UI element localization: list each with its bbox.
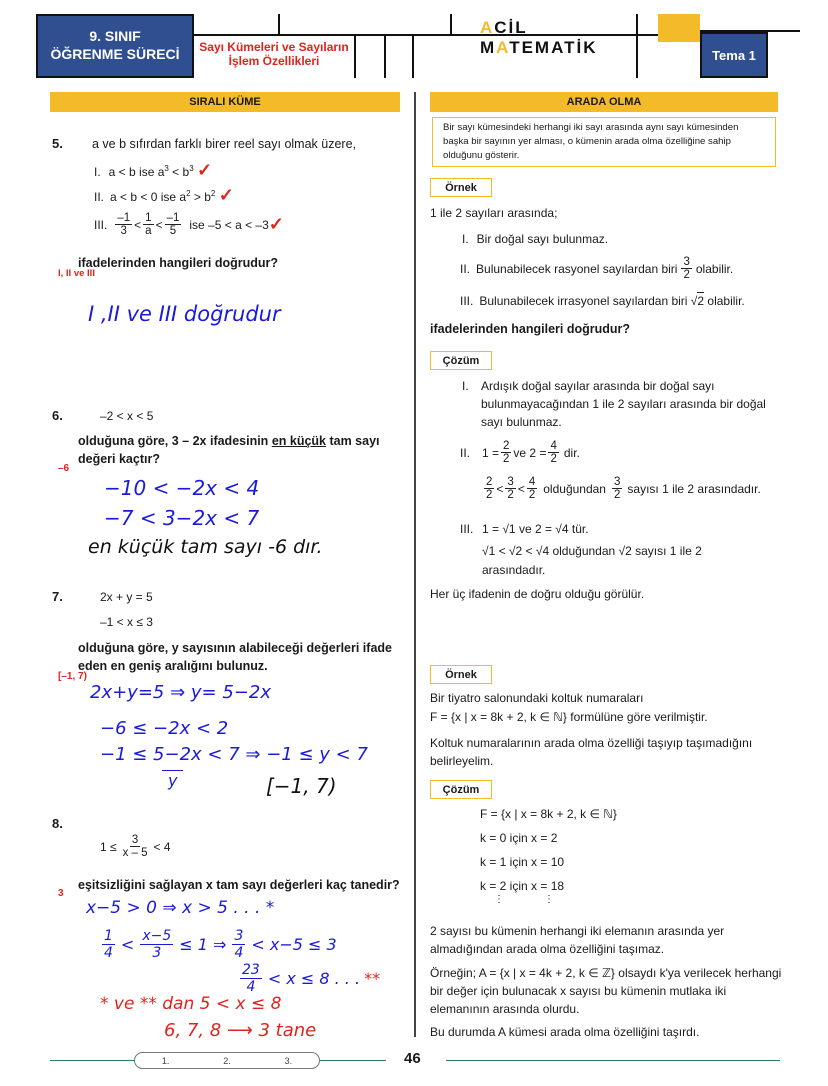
topic-line1: Sayı Kümeleri ve Sayıların [199, 40, 349, 54]
ex1-i: I. Bir doğal sayı bulunmaz. [462, 232, 609, 246]
footer-line-mid [320, 1060, 386, 1061]
ex1-iii: III. Bulunabilecek irrasyonel sayılardan biri √2 olabilir. [460, 294, 745, 308]
q8-number: 8. [52, 816, 63, 831]
theme-box [700, 32, 768, 78]
q5-question: ifadelerinden hangileri doğrudur? [78, 256, 279, 270]
brand-a: A [496, 38, 510, 57]
q6-question-u: en küçük [271, 434, 326, 448]
ex1-i-text: Bir doğal sayı bulunmaz. [476, 232, 609, 246]
ex1-ii: II. Bulunabilecek rasyonel sayılardan biri $\frac{3}{2}$ olabilir. [460, 256, 734, 281]
ex1-intro: 1 ile 2 sayıları arasında; [430, 206, 558, 220]
topic-line2: İşlem Özellikleri [228, 54, 320, 68]
sol1-ii-b-text: olduğundan [543, 481, 606, 496]
example-tag-1: Örnek [430, 178, 492, 197]
q8-inequality [100, 834, 171, 859]
ex2-line1: Bir tiyatro salonundaki koltuk numaraları [430, 691, 644, 705]
check-icon: ✓ [197, 160, 213, 180]
check-icon: ✓ [268, 214, 284, 234]
ex1-question: ifadelerinden hangileri doğrudur? [430, 322, 631, 336]
sol1-i-text: Ardışık doğal sayılar arasında bir doğal sayı bulunmayacağından 1 ile 2 sayıları arasında bir doğal sayı bulunmaz. [481, 379, 766, 429]
header-grade-box [36, 14, 194, 78]
sol2-p1: 2 sayısı bu kümenin herhangi iki elemanın arasında yer almadığından arada olma özelliğini taşımaz. [430, 924, 725, 956]
sol1-ii-c-text: sayısı 1 ile 2 arasındadır. [627, 481, 761, 496]
definition-text: Bir sayı kümesindeki herhangi iki sayı arasında aynı sayı kümesinden başka bir sayının yer alması, o kümenin arada olma özelliğine sahip olduğunu gösterir. [443, 122, 739, 161]
q5-stem: a ve b sıfırdan farklı birer reel sayı olmak üzere, [92, 137, 356, 151]
q6-hw2: −7 < 3−2x < 7 [104, 506, 260, 530]
brand-yellow-block [658, 14, 700, 42]
sol1-iii-a-text: 1 = √1 ve 2 = √4 tür. [482, 522, 589, 536]
q8-ineq-left: 1 ≤ [100, 839, 117, 854]
sol1-ii-b: $\frac{2}{2}$ < $\frac{3}{2}$ < $\frac{4}{2}$ olduğundan $\frac{3}{2}$ sayısı 1 ile 2 arasındadır. [486, 476, 761, 501]
footer-line-left [50, 1060, 134, 1061]
q8-ineq-right: < 4 [153, 839, 171, 854]
solution-tag-1: Çözüm [430, 351, 492, 370]
q5-handwriting: I ,II ve III doğrudur [88, 302, 281, 326]
brand-mid: CİL M [480, 18, 528, 57]
process-label: ÖĞRENME SÜRECİ [50, 46, 180, 62]
q7-given1: 2x + y = 5 [100, 590, 153, 604]
sol2-set: F = {x | x = 8k + 2, k ∈ ℕ} [480, 807, 617, 821]
q5-number: 5. [52, 136, 63, 151]
q5-iii-tail: ise –5 < a < –3 [189, 217, 269, 232]
q5-answer: I, II ve III [58, 268, 95, 279]
solution-tag-2: Çözüm [430, 780, 492, 799]
ex1-ii-text: Bulunabilecek rasyonel sayılardan biri [476, 261, 678, 276]
footer-tab-2[interactable]: 2. [223, 1055, 231, 1066]
q7-hw3 [100, 744, 368, 765]
theme-label: Tema 1 [712, 47, 756, 63]
q6-hw1: −10 < −2x < 4 [104, 476, 260, 500]
ex1-iii-tail: olabilir. [707, 294, 745, 308]
brand-suffix: TEMATİK [509, 38, 598, 57]
brand-prefix: A [480, 18, 495, 37]
q7-answer: [–1, 7) [58, 671, 87, 682]
q7-hw3-text: −1 ≤ 5−2x < 7 ⇒ −1 ≤ y < 7 [100, 744, 368, 765]
sol1-ii-tail: dir. [563, 445, 580, 460]
check-icon: ✓ [218, 185, 234, 205]
grade-label: 9. SINIF [89, 28, 141, 44]
q7-hw1: 2x+y=5 ⇒ y= 5−2x [90, 682, 271, 703]
q5-item-iii: III. $\frac{-1}{3}$ < $\frac{1}{a}$ < $\frac{-1}{5}$ ise –5 < a < –3 ✓ [94, 212, 284, 237]
left-section-title: SIRALI KÜME [50, 92, 400, 112]
q8-hw2-num: x−5 [142, 928, 172, 944]
q6-question-a: olduğuna göre, 3 – 2x ifadesinin [78, 434, 269, 448]
sol1-ii-a: II. 1 = $\frac{2}{2}$ ve 2 = $\frac{4}{2}$ dir. [460, 440, 580, 465]
sol2-p3: Bu durumda A kümesi arada olma özelliğini taşırdı. [430, 1025, 700, 1039]
sol2-k1: k = 1 için x = 10 [480, 855, 565, 869]
q5-item-i: I. a < b ise $a^3 < b^3$ ✓ [94, 160, 213, 180]
example-tag-2: Örnek [430, 665, 492, 684]
sol2-k0: k = 0 için x = 2 [480, 831, 558, 845]
q6-hw3: en küçük tam sayı -6 dır. [88, 536, 323, 558]
q5-i-label: I. [94, 165, 101, 179]
right-section-title: ARADA OLMA [430, 92, 778, 112]
sol1-i: I. Ardışık doğal sayılar arasında bir doğal sayı bulunmayacağından 1 ile 2 sayıları arasında bir doğal sayı bulunmaz. [462, 377, 782, 431]
sol1-iii-b: √1 < √2 < √4 olduğundan √2 sayısı 1 ile 2 [482, 544, 702, 558]
sol1-iii-c: arasındadır. [482, 563, 546, 577]
q7-hw4: [−1, 7) [266, 774, 337, 798]
q8-answer: 3 [58, 888, 64, 899]
q8-hw4: * ve ** dan 5 < x ≤ 8 [100, 994, 282, 1014]
q7-hw-y: y [162, 770, 183, 790]
footer-tab-3[interactable]: 3. [284, 1055, 293, 1066]
sol2-k2: k = 2 için x = 18 [480, 879, 565, 893]
q5-item-ii: II. a < b < 0 ise $a^2 > b^2$ ✓ [94, 185, 234, 205]
ex1-iii-text: Bulunabilecek irrasyonel sayılardan biri [479, 294, 688, 308]
footer-line-right [446, 1060, 780, 1061]
topic-box [194, 36, 354, 78]
footer-tab-1[interactable]: 1. [161, 1055, 170, 1066]
q5-ii-text: a < b < 0 ise a [110, 190, 187, 204]
brand-logo [480, 18, 630, 57]
q8-hw2: $\frac{1}{4}$ < $\frac{x-5}{3}$ ≤ 1 ⇒ $\frac{3}{4}$ < x−5 ≤ 3 [104, 928, 337, 961]
q5-iii-label: III. [94, 217, 108, 232]
sol1-iii-a: III. 1 = √1 ve 2 = √4 tür. [460, 522, 589, 536]
q6-answer: –6 [58, 463, 70, 474]
sol1-conclusion: Her üç ifadenin de doğru olduğu görülür. [430, 587, 645, 601]
q8-hw3-num: 23 [242, 962, 260, 978]
q8-ineq-den: x – 5 [122, 847, 148, 859]
ex2-line2: F = {x | x = 8k + 2, k ∈ ℕ} formülüne göre verilmiştir. [430, 710, 708, 724]
sol2-dots: ⋮ ⋮ [494, 894, 554, 905]
ex2-line3: Koltuk numaralarının arada olma özelliği taşıyıp taşımadığını belirleyelim. [430, 736, 753, 768]
q7-given2: –1 < x ≤ 3 [100, 615, 153, 629]
q6-question-b: tam sayı [329, 434, 380, 448]
q7-hw2: −6 ≤ −2x < 2 [100, 718, 229, 739]
q8-question: eşitsizliğini sağlayan x tam sayı değerleri kaç tanedir? [78, 878, 400, 892]
q5-i-text: a < b ise a [108, 165, 165, 179]
page-number: 46 [404, 1050, 421, 1067]
q7-number: 7. [52, 589, 63, 604]
q8-hw1 [86, 898, 274, 918]
q8-hw1-text: x−5 > 0 ⇒ x > 5 . . . * [86, 898, 275, 918]
q6-question-c: değeri kaçtır? [78, 452, 160, 466]
q7-question-a: olduğuna göre, y sayısının alabileceği değerleri ifade [78, 641, 392, 655]
definition-box [432, 117, 776, 167]
q6-number: 6. [52, 408, 63, 423]
q8-ineq-num: 3 [131, 834, 139, 846]
footer-tabs [134, 1052, 320, 1069]
q6-given: –2 < x < 5 [100, 409, 154, 423]
q5-ii-label: II. [94, 190, 105, 204]
column-divider [414, 92, 416, 1037]
q7-question-b: eden en geniş aralığını bulunuz. [78, 659, 268, 673]
q8-hw5: 6, 7, 8 ⟶ 3 tane [164, 1020, 317, 1041]
ex1-ii-tail: olabilir. [695, 261, 734, 276]
q8-hw3: $\frac{23}{4}$ < x ≤ 8 . . . ** [242, 962, 381, 995]
sol2-p2: Örneğin; A = {x | x = 4k + 2, k ∈ ℤ} olsaydı k'ya verilecek herhangi bir değer için bulunacak x sayısı bu kümenin mutlaka iki elemanının arasında olurdu. [430, 966, 782, 1016]
q6-question [78, 434, 380, 448]
